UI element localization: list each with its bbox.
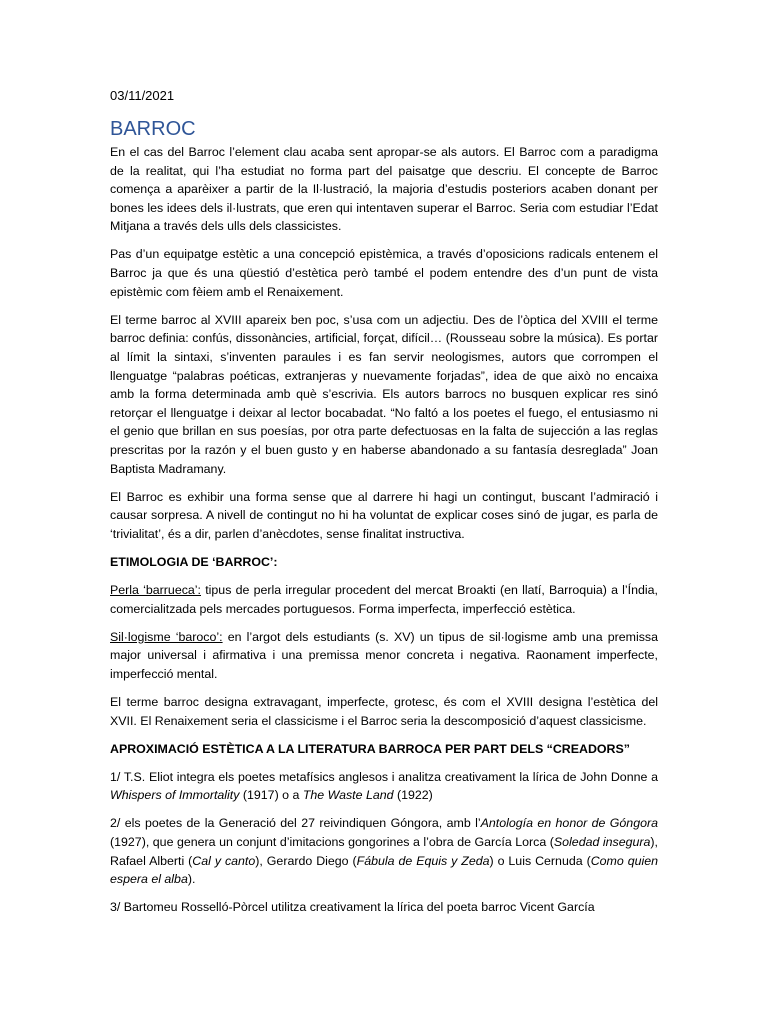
g27-text-3: ), Rafael Alberti ( [110, 835, 658, 868]
g27-work-2: Soledad insegura [553, 835, 651, 849]
paragraph-intro: En el cas del Barroc l’element clau acaba sent apropar-se als autors. El Barroc com a paradigma de la realitat, qui l’ha estudiat no forma part del paisatge que descriu. El concepte de Barroc comença a aparèixer a partir de la Il·lustració, la majoria d’estudis posteriors acaben donant per bones les idees dels il·lustrats, que eren qui intentaven superar el Barroc. Seria com estudiar l’Edat Mitjana a través dels ulls dels classicistes. [110, 145, 658, 234]
paragraph-perla [110, 581, 658, 618]
g27-work-5: Como quien espera el alba [110, 853, 659, 887]
sillogisme-term: Sil·logisme ‘baroco’: [110, 629, 223, 644]
paragraph-form: El Barroc es exhibir una forma sense que al darrere hi hagi un contingut, buscant l’admiració i causar sorpresa. A nivell de contingut no hi ha voluntat de explicar coses sinó de jugar, es parla de ‘trivialitat’, és a dir, parlen d’anècdotes, sense finalitat instructiva. [110, 489, 658, 541]
eliot-text-1: 1/ T.S. Eliot integra els poetes metafísics anglesos i analitza creativament la lírica de John Donne a [110, 769, 658, 784]
aproximacio-heading: APROXIMACIÓ ESTÈTICA A LA LITERATURA BARROCA PER PART DELS “CREADORS” [110, 741, 630, 756]
g27-text-5: ) o Luis Cernuda ( [489, 853, 591, 868]
eliot-text-3: (1922) [393, 788, 433, 803]
list-item-rossello-porcel: 3/ Bartomeu Rosselló-Pòrcel utilitza creativament la lírica del poeta barroc Vicent García [110, 900, 595, 915]
g27-text-1: 2/ els poetes de la Generació del 27 reivindiquen Góngora, amb l’ [110, 816, 481, 831]
list-item-generacio-27 [110, 814, 658, 888]
g27-work-3: Cal y canto [192, 853, 256, 868]
paragraph-xviii: El terme barroc al XVIII apareix ben poc, s’usa com un adjectiu. Des de l’òptica del XVIII el terme barroc definia: confús, dissonàncies, artificial, forçat, difícil… (Rousseau sobre la música). Es portar al límit la sintaxi, s’inventen paraules i es fan servir neologismes, autors que corrompen el llenguatge “palabras poéticas, extranjeras y nuevamente forjadas”, idea de que això no encaixa amb la forma determinada amb què s’escrivia. Els autors barrocs no busquen explicar res sinó retorçar el llenguatge i deixar al lector bocabadat. “No faltó a los poetes el fuego, el entusiasmo ni el genio que brillan en sus poesías, por otra parte defectuosas en la falta de sujección a las reglas prescritas por la razón y el buen gusto y en haberse abandonado a su fantasía desreglada” Joan Baptista Madramany. [110, 312, 658, 476]
eliot-work-2: The Waste Land [302, 788, 394, 803]
g27-work-4: Fábula de Equis y Zeda [356, 853, 490, 868]
sillogisme-text: en l’argot dels estudiants (s. XV) un tipus de sil·logisme amb una premissa major universal i afirmativa i una premissa menor concreta i negativa. Raonament imperfecte, imperfecció mental. [110, 629, 658, 681]
paragraph-epistemic: Pas d’un equipatge estètic a una concepció epistèmica, a través d’oposicions radicals entenem el Barroc ja que és una qüestió d’estètica però també el podem entendre des d’un punt de vista epistèmic com fèiem amb el Renaixement. [110, 247, 658, 299]
perla-text: tipus de perla irregular procedent del mercat Broakti (en llatí, Barroquia) a l’Índia, comercialitzada pels mercades portuguesos. Forma imperfecta, imperfecció estètica. [110, 582, 658, 616]
document-date: 03/11/2021 [110, 88, 175, 103]
paragraph-sillogisme [110, 628, 658, 684]
g27-work-1: Antología en honor de Góngora [480, 816, 658, 831]
perla-term: Perla ‘barrueca’: [110, 582, 201, 597]
paragraph-terme-barroc: El terme barroc designa extravagant, imperfecte, grotesc, és com el XVIII designa l’estètica del XVII. El Renaixement seria el classicisme i el Barroc seria la descomposició d’aquest classicisme. [110, 694, 658, 728]
eliot-work-1: Whispers of Immortality [110, 788, 240, 803]
g27-text-6: ). [187, 872, 196, 887]
g27-text-4: ), Gerardo Diego ( [255, 853, 357, 868]
etimologia-heading: ETIMOLOGIA DE ‘BARROC’: [110, 554, 278, 569]
eliot-text-2: (1917) o a [239, 788, 303, 803]
list-item-eliot [110, 768, 658, 805]
document-title: BARROC [110, 118, 196, 140]
g27-text-2: (1927), que genera un conjunt d’imitacions gongorines a l’obra de García Lorca ( [110, 835, 554, 849]
